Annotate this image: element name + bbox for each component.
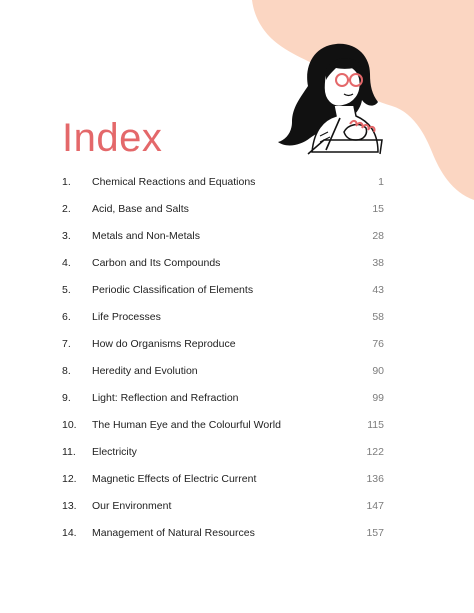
- index-entry: [62, 172, 384, 199]
- entry-number: 8.: [62, 365, 71, 377]
- peach-blob-decoration: [0, 0, 474, 200]
- index-entry: [62, 280, 384, 307]
- index-entry: [62, 415, 384, 442]
- entry-page-number: 136: [366, 473, 384, 485]
- entry-number: 12.: [62, 473, 77, 485]
- entry-topic: Acid, Base and Salts: [92, 203, 189, 215]
- entry-page-number: 147: [366, 500, 384, 512]
- index-entry: [62, 361, 384, 388]
- entry-page-number: 99: [372, 392, 384, 404]
- entry-number: 13.: [62, 500, 77, 512]
- entry-page-number: 76: [372, 338, 384, 350]
- entry-topic: Metals and Non-Metals: [92, 230, 200, 242]
- entry-topic: The Human Eye and the Colourful World: [92, 419, 281, 431]
- entry-number: 7.: [62, 338, 71, 350]
- entry-number: 5.: [62, 284, 71, 296]
- entry-page-number: 115: [367, 419, 384, 431]
- entry-topic: Chemical Reactions and Equations: [92, 176, 256, 188]
- index-entry: [62, 442, 384, 469]
- index-entry: [62, 253, 384, 280]
- entry-page-number: 90: [372, 365, 384, 377]
- index-list: [62, 172, 384, 550]
- entry-page-number: 15: [372, 203, 384, 215]
- entry-topic: How do Organisms Reproduce: [92, 338, 236, 350]
- index-entry: [62, 307, 384, 334]
- entry-page-number: 43: [372, 284, 384, 296]
- entry-page-number: 122: [366, 446, 384, 458]
- entry-page-number: 38: [372, 257, 384, 269]
- entry-topic: Heredity and Evolution: [92, 365, 198, 377]
- index-entry: [62, 469, 384, 496]
- girl-writing-illustration: [270, 36, 395, 156]
- index-entry: [62, 226, 384, 253]
- entry-number: 2.: [62, 203, 71, 215]
- entry-page-number: 58: [372, 311, 384, 323]
- index-entry: [62, 334, 384, 361]
- entry-page-number: 28: [372, 230, 384, 242]
- entry-number: 6.: [62, 311, 71, 323]
- entry-topic: Carbon and Its Compounds: [92, 257, 221, 269]
- page-title: Index: [62, 116, 163, 160]
- entry-page-number: 157: [366, 527, 384, 539]
- entry-number: 1.: [62, 176, 71, 188]
- entry-topic: Magnetic Effects of Electric Current: [92, 473, 257, 485]
- index-entry: [62, 496, 384, 523]
- index-entry: [62, 199, 384, 226]
- entry-topic: Life Processes: [92, 311, 161, 323]
- index-entry: [62, 523, 384, 550]
- entry-topic: Our Environment: [92, 500, 172, 512]
- entry-topic: Light: Reflection and Refraction: [92, 392, 239, 404]
- entry-number: 9.: [62, 392, 71, 404]
- entry-topic: Management of Natural Resources: [92, 527, 255, 539]
- entry-number: 3.: [62, 230, 71, 242]
- entry-number: 14.: [62, 527, 77, 539]
- entry-number: 4.: [62, 257, 71, 269]
- entry-topic: Electricity: [92, 446, 137, 458]
- index-entry: [62, 388, 384, 415]
- entry-topic: Periodic Classification of Elements: [92, 284, 254, 296]
- entry-page-number: 1: [378, 176, 384, 188]
- entry-number: 10.: [62, 419, 77, 431]
- entry-number: 11.: [62, 446, 76, 458]
